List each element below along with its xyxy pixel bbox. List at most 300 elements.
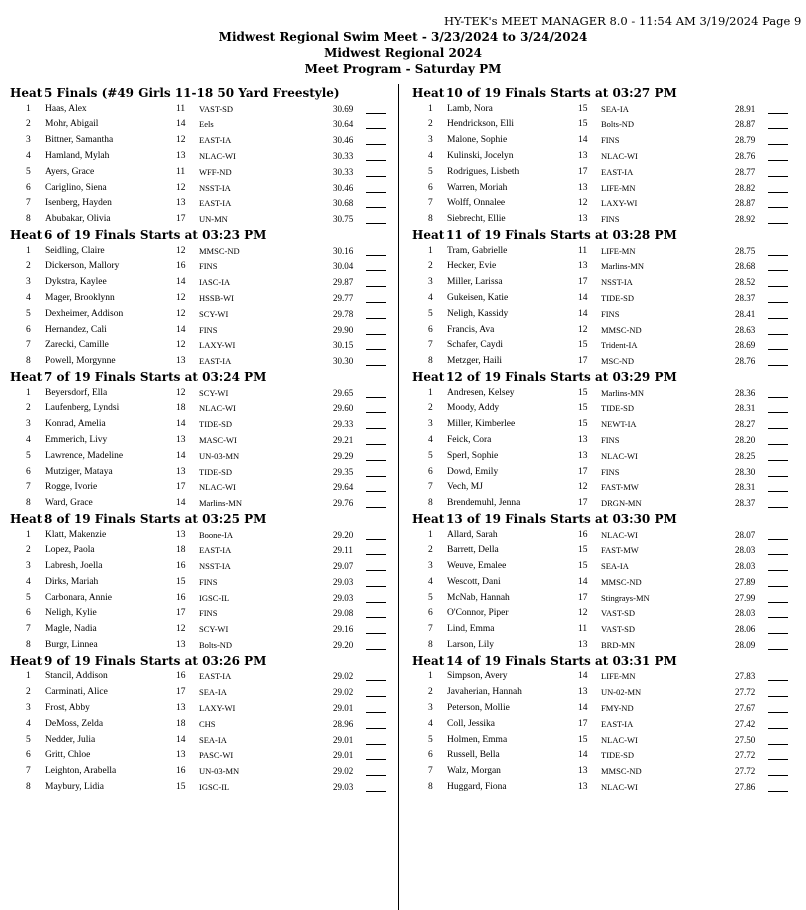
entry-team: NLAC-WI bbox=[199, 150, 236, 161]
entry-age: 13 bbox=[578, 782, 588, 793]
entry-name: Warren, Moriah bbox=[447, 182, 508, 193]
entry-age: 13 bbox=[578, 450, 588, 461]
right-column bbox=[412, 86, 797, 796]
entry-row bbox=[10, 181, 395, 197]
entry-row bbox=[10, 133, 395, 149]
entry-time: 28.92 bbox=[735, 214, 756, 225]
entry-row bbox=[10, 764, 395, 780]
entry-age: 13 bbox=[578, 640, 588, 651]
entry-age: 14 bbox=[176, 498, 186, 509]
entry-age: 16 bbox=[176, 671, 186, 682]
result-blank-line bbox=[768, 334, 788, 335]
entry-team: MMSC-ND bbox=[199, 245, 240, 256]
entry-team: BRD-MN bbox=[601, 640, 636, 651]
entry-team: FINS bbox=[601, 466, 620, 477]
entry-age: 12 bbox=[176, 387, 186, 398]
entry-name: Wescott, Dani bbox=[447, 576, 501, 587]
meet-name: Midwest Regional 2024 bbox=[324, 46, 482, 60]
entry-team: EAST-IA bbox=[601, 166, 634, 177]
entry-age: 13 bbox=[578, 214, 588, 225]
entry-team: NSST-IA bbox=[601, 277, 633, 288]
result-blank-line bbox=[366, 460, 386, 461]
entry-time: 28.03 bbox=[735, 545, 756, 556]
entry-age: 16 bbox=[176, 766, 186, 777]
entry-time: 27.42 bbox=[735, 718, 756, 729]
entry-lane: 2 bbox=[26, 261, 31, 272]
entry-lane: 6 bbox=[26, 466, 31, 477]
entry-team: NLAC-WI bbox=[199, 403, 236, 414]
result-blank-line bbox=[366, 113, 386, 114]
heat-label: Heat bbox=[412, 86, 445, 100]
entry-team: IGSC-IL bbox=[199, 592, 230, 603]
entry-name: Holmen, Emma bbox=[447, 734, 508, 745]
entry-row bbox=[10, 780, 395, 796]
entry-age: 13 bbox=[176, 529, 186, 540]
result-blank-line bbox=[768, 144, 788, 145]
entry-name: Tram, Gabrielle bbox=[447, 245, 508, 256]
entry-time: 27.83 bbox=[735, 671, 756, 682]
entry-name: Dykstra, Kaylee bbox=[45, 277, 107, 288]
entry-lane: 4 bbox=[428, 718, 433, 729]
entry-team: Bolts-ND bbox=[601, 119, 635, 130]
entry-age: 15 bbox=[578, 545, 588, 556]
entry-lane: 6 bbox=[428, 466, 433, 477]
result-blank-line bbox=[768, 397, 788, 398]
heat-label: Heat bbox=[10, 369, 43, 384]
entry-team: NSST-IA bbox=[199, 561, 231, 572]
entry-row bbox=[10, 465, 395, 481]
result-blank-line bbox=[768, 633, 788, 634]
result-blank-line bbox=[768, 649, 788, 650]
entry-age: 13 bbox=[176, 466, 186, 477]
entry-lane: 5 bbox=[428, 308, 433, 319]
entry-time: 29.03 bbox=[333, 576, 354, 587]
result-blank-line bbox=[366, 586, 386, 587]
result-blank-line bbox=[366, 128, 386, 129]
entry-name: Walz, Morgan bbox=[447, 766, 501, 777]
entry-row bbox=[10, 528, 395, 544]
entry-name: Kulinski, Jocelyn bbox=[447, 150, 514, 161]
entry-row bbox=[412, 244, 797, 260]
entry-team: LAXY-WI bbox=[199, 703, 236, 714]
result-blank-line bbox=[768, 460, 788, 461]
entry-name: Russell, Bella bbox=[447, 750, 500, 761]
entry-name: Mohr, Abigail bbox=[45, 119, 99, 130]
entry-team: VAST-SD bbox=[199, 103, 234, 114]
entry-team: TIDE-SD bbox=[199, 419, 233, 430]
entry-age: 13 bbox=[578, 434, 588, 445]
entry-lane: 3 bbox=[26, 135, 31, 146]
entry-row bbox=[10, 638, 395, 654]
heat-label: Heat bbox=[412, 369, 445, 384]
entry-lane: 3 bbox=[26, 419, 31, 430]
entry-time: 28.63 bbox=[735, 324, 756, 335]
entry-row bbox=[10, 733, 395, 749]
entry-row bbox=[412, 196, 797, 212]
software-stamp: HY-TEK's MEET MANAGER 8.0 - 11:54 AM 3/19/2024 Page 9 bbox=[444, 14, 802, 28]
result-blank-line bbox=[366, 428, 386, 429]
entry-time: 27.86 bbox=[735, 782, 756, 793]
entry-team: TIDE-SD bbox=[601, 292, 635, 303]
entry-row bbox=[412, 417, 797, 433]
entry-lane: 3 bbox=[428, 135, 433, 146]
entry-time: 30.16 bbox=[333, 245, 354, 256]
entry-age: 13 bbox=[176, 640, 186, 651]
entry-team: TIDE-SD bbox=[199, 466, 233, 477]
heat-title bbox=[412, 654, 797, 670]
entry-lane: 6 bbox=[428, 324, 433, 335]
entry-team: SEA-IA bbox=[199, 734, 227, 745]
entry-age: 17 bbox=[578, 718, 588, 729]
entry-time: 30.68 bbox=[333, 198, 354, 209]
entry-team: NLAC-WI bbox=[601, 450, 638, 461]
entry-name: Beyersdorf, Ella bbox=[45, 387, 108, 398]
entry-name: Malone, Sophie bbox=[447, 135, 508, 146]
result-blank-line bbox=[366, 302, 386, 303]
result-blank-line bbox=[366, 791, 386, 792]
entry-age: 15 bbox=[176, 782, 186, 793]
result-blank-line bbox=[768, 255, 788, 256]
entry-lane: 2 bbox=[26, 119, 31, 130]
entry-name: Allard, Sarah bbox=[447, 529, 498, 540]
entry-lane: 7 bbox=[26, 340, 31, 351]
entry-age: 18 bbox=[176, 403, 186, 414]
entry-lane: 8 bbox=[26, 214, 31, 225]
entry-name: Laufenberg, Lyndsi bbox=[45, 403, 120, 414]
entry-time: 28.06 bbox=[735, 624, 756, 635]
entry-age: 15 bbox=[578, 103, 588, 114]
entry-age: 14 bbox=[578, 671, 588, 682]
entry-name: Maybury, Lidia bbox=[45, 782, 105, 793]
entry-team: FAST-MW bbox=[601, 545, 639, 556]
entry-row bbox=[10, 149, 395, 165]
entry-row bbox=[10, 685, 395, 701]
entry-lane: 5 bbox=[26, 592, 31, 603]
entry-row bbox=[10, 669, 395, 685]
entry-time: 29.11 bbox=[333, 545, 353, 556]
entry-name: Haas, Alex bbox=[45, 103, 87, 114]
entry-name: Ward, Grace bbox=[45, 498, 93, 509]
entry-team: Stingrays-MN bbox=[601, 592, 650, 603]
entry-time: 29.02 bbox=[333, 687, 354, 698]
entry-time: 28.25 bbox=[735, 450, 756, 461]
entry-age: 15 bbox=[578, 119, 588, 130]
entry-time: 28.96 bbox=[333, 718, 354, 729]
heat-block bbox=[10, 228, 395, 370]
entry-age: 14 bbox=[578, 750, 588, 761]
entry-age: 13 bbox=[176, 750, 186, 761]
entry-age: 13 bbox=[176, 150, 186, 161]
result-blank-line bbox=[768, 176, 788, 177]
entry-name: Leighton, Arabella bbox=[45, 766, 117, 777]
entry-time: 29.08 bbox=[333, 608, 354, 619]
entry-name: Brendemuhl, Jenna bbox=[447, 498, 521, 509]
heat-description: 11 of 19 Finals Starts at 03:28 PM bbox=[446, 227, 677, 242]
entry-row bbox=[10, 338, 395, 354]
entry-lane: 1 bbox=[26, 529, 31, 540]
entry-time: 29.76 bbox=[333, 498, 354, 509]
entry-lane: 8 bbox=[428, 498, 433, 509]
entry-name: Dexheimer, Addison bbox=[45, 308, 124, 319]
entry-team: PASC-WI bbox=[199, 750, 234, 761]
entry-lane: 7 bbox=[428, 482, 433, 493]
result-blank-line bbox=[366, 349, 386, 350]
result-blank-line bbox=[366, 554, 386, 555]
entry-name: Dowd, Emily bbox=[447, 466, 499, 477]
entry-age: 14 bbox=[176, 324, 186, 335]
entry-time: 29.35 bbox=[333, 466, 354, 477]
entry-row bbox=[10, 291, 395, 307]
entry-age: 12 bbox=[176, 245, 186, 256]
entry-row bbox=[412, 748, 797, 764]
entry-lane: 6 bbox=[26, 750, 31, 761]
entry-time: 28.79 bbox=[735, 135, 756, 146]
entry-name: Miller, Larissa bbox=[447, 277, 503, 288]
entry-lane: 2 bbox=[428, 403, 433, 414]
result-blank-line bbox=[768, 113, 788, 114]
entry-age: 12 bbox=[578, 482, 588, 493]
entry-lane: 4 bbox=[26, 292, 31, 303]
entry-time: 30.75 bbox=[333, 214, 354, 225]
entry-name: Ayers, Grace bbox=[45, 166, 95, 177]
heat-block bbox=[412, 228, 797, 370]
entry-age: 12 bbox=[176, 182, 186, 193]
entry-name: Emmerich, Livy bbox=[45, 434, 108, 445]
entry-row bbox=[412, 354, 797, 370]
entry-lane: 1 bbox=[26, 103, 31, 114]
result-blank-line bbox=[366, 744, 386, 745]
entry-name: Klatt, Makenzie bbox=[45, 529, 107, 540]
heat-label: Heat bbox=[10, 653, 43, 668]
result-blank-line bbox=[366, 476, 386, 477]
entry-team: EAST-IA bbox=[199, 671, 232, 682]
entry-lane: 7 bbox=[428, 340, 433, 351]
entry-name: Mutziger, Mataya bbox=[45, 466, 113, 477]
entry-name: Lind, Emma bbox=[447, 624, 495, 635]
entry-team: TIDE-SD bbox=[601, 750, 635, 761]
entry-age: 11 bbox=[578, 245, 588, 256]
result-blank-line bbox=[366, 365, 386, 366]
result-blank-line bbox=[768, 223, 788, 224]
result-blank-line bbox=[768, 365, 788, 366]
result-blank-line bbox=[768, 744, 788, 745]
entry-time: 29.33 bbox=[333, 419, 354, 430]
entry-lane: 7 bbox=[26, 482, 31, 493]
entry-age: 14 bbox=[578, 576, 588, 587]
entry-time: 30.46 bbox=[333, 135, 354, 146]
entry-lane: 3 bbox=[26, 561, 31, 572]
entry-team: EAST-IA bbox=[199, 356, 232, 367]
entry-age: 13 bbox=[578, 261, 588, 272]
entry-age: 17 bbox=[578, 356, 588, 367]
result-blank-line bbox=[768, 507, 788, 508]
entry-time: 27.72 bbox=[735, 766, 756, 777]
result-blank-line bbox=[366, 539, 386, 540]
entry-name: Feick, Cora bbox=[447, 434, 492, 445]
entry-lane: 5 bbox=[26, 734, 31, 745]
entry-name: Konrad, Amelia bbox=[45, 419, 106, 430]
entry-team: SEA-IA bbox=[601, 103, 629, 114]
result-blank-line bbox=[768, 759, 788, 760]
result-blank-line bbox=[768, 680, 788, 681]
entry-lane: 8 bbox=[428, 640, 433, 651]
entry-age: 11 bbox=[176, 166, 186, 177]
entry-age: 13 bbox=[176, 356, 186, 367]
entry-age: 15 bbox=[578, 387, 588, 398]
entry-lane: 4 bbox=[428, 150, 433, 161]
entry-age: 17 bbox=[578, 592, 588, 603]
heat-label: Heat bbox=[10, 227, 43, 242]
entry-team: EAST-IA bbox=[199, 545, 232, 556]
entry-age: 14 bbox=[578, 703, 588, 714]
entry-lane: 2 bbox=[26, 545, 31, 556]
entry-age: 16 bbox=[176, 561, 186, 572]
result-blank-line bbox=[366, 286, 386, 287]
entry-time: 28.31 bbox=[735, 403, 756, 414]
entry-lane: 1 bbox=[26, 245, 31, 256]
entry-lane: 5 bbox=[428, 166, 433, 177]
entry-time: 28.87 bbox=[735, 119, 756, 130]
result-blank-line bbox=[366, 728, 386, 729]
entry-team: Marlins-MN bbox=[199, 498, 242, 509]
entry-name: Powell, Morgynne bbox=[45, 356, 116, 367]
entry-team: SEA-IA bbox=[199, 687, 227, 698]
entry-lane: 7 bbox=[428, 624, 433, 635]
entry-team: SCY-WI bbox=[199, 308, 229, 319]
entry-time: 30.69 bbox=[333, 103, 354, 114]
result-blank-line bbox=[768, 476, 788, 477]
entry-row bbox=[10, 701, 395, 717]
entry-name: Nedder, Julia bbox=[45, 734, 96, 745]
entry-name: Carminati, Alice bbox=[45, 687, 108, 698]
entry-time: 29.20 bbox=[333, 640, 354, 651]
entry-name: DeMoss, Zelda bbox=[45, 718, 104, 729]
entry-team: TIDE-SD bbox=[601, 403, 635, 414]
entry-time: 29.16 bbox=[333, 624, 354, 635]
entry-lane: 2 bbox=[428, 687, 433, 698]
heat-description: 13 of 19 Finals Starts at 03:30 PM bbox=[446, 511, 677, 526]
entry-team: FINS bbox=[601, 308, 620, 319]
entry-time: 29.01 bbox=[333, 734, 354, 745]
entry-time: 29.78 bbox=[333, 308, 354, 319]
entry-name: Frost, Abby bbox=[45, 703, 90, 714]
entry-lane: 7 bbox=[26, 766, 31, 777]
entry-lane: 1 bbox=[26, 671, 31, 682]
entry-time: 28.77 bbox=[735, 166, 756, 177]
result-blank-line bbox=[768, 586, 788, 587]
entry-name: Javaherian, Hannah bbox=[447, 687, 522, 698]
entry-team: VAST-SD bbox=[601, 624, 636, 635]
entry-age: 15 bbox=[578, 561, 588, 572]
heat-description: 6 of 19 Finals Starts at 03:23 PM bbox=[44, 227, 267, 242]
entry-name: Isenberg, Hayden bbox=[45, 198, 112, 209]
entry-row bbox=[10, 323, 395, 339]
entry-team: SCY-WI bbox=[199, 387, 229, 398]
entry-age: 12 bbox=[578, 608, 588, 619]
entry-time: 28.68 bbox=[735, 261, 756, 272]
result-blank-line bbox=[366, 334, 386, 335]
entry-age: 17 bbox=[176, 482, 186, 493]
result-blank-line bbox=[366, 775, 386, 776]
entry-time: 28.31 bbox=[735, 482, 756, 493]
entry-name: Rogge, Ivorie bbox=[45, 482, 98, 493]
entry-age: 14 bbox=[176, 419, 186, 430]
entry-row bbox=[10, 165, 395, 181]
entry-lane: 8 bbox=[428, 356, 433, 367]
entry-name: Coll, Jessika bbox=[447, 718, 496, 729]
entry-lane: 6 bbox=[428, 750, 433, 761]
entry-time: 29.77 bbox=[333, 292, 354, 303]
entry-row bbox=[412, 669, 797, 685]
entry-lane: 3 bbox=[26, 277, 31, 288]
entry-team: LIFE-MN bbox=[601, 245, 636, 256]
entry-row bbox=[10, 117, 395, 133]
entry-lane: 7 bbox=[428, 198, 433, 209]
entry-name: Miller, Kimberlee bbox=[447, 419, 516, 430]
entry-row bbox=[412, 307, 797, 323]
entry-time: 29.21 bbox=[333, 434, 354, 445]
entry-lane: 2 bbox=[428, 545, 433, 556]
entry-row bbox=[412, 386, 797, 402]
entry-age: 14 bbox=[176, 450, 186, 461]
entry-row bbox=[10, 717, 395, 733]
entry-time: 28.03 bbox=[735, 561, 756, 572]
heat-title bbox=[10, 228, 395, 244]
entry-team: LAXY-WI bbox=[601, 198, 638, 209]
entry-team: MASC-WI bbox=[199, 434, 237, 445]
entry-lane: 5 bbox=[428, 592, 433, 603]
result-blank-line bbox=[366, 633, 386, 634]
entry-name: Magle, Nadia bbox=[45, 624, 97, 635]
entry-row bbox=[10, 480, 395, 496]
program-title: Meet Program - Saturday PM bbox=[304, 62, 502, 76]
entry-lane: 3 bbox=[428, 561, 433, 572]
entry-team: DRGN-MN bbox=[601, 498, 642, 509]
entry-time: 28.69 bbox=[735, 340, 756, 351]
entry-age: 12 bbox=[578, 198, 588, 209]
result-blank-line bbox=[366, 570, 386, 571]
entry-lane: 8 bbox=[26, 640, 31, 651]
result-blank-line bbox=[768, 412, 788, 413]
entry-team: WFF-ND bbox=[199, 166, 232, 177]
entry-lane: 5 bbox=[26, 450, 31, 461]
heat-block bbox=[412, 512, 797, 654]
entry-name: Huggard, Fiona bbox=[447, 782, 507, 793]
entry-lane: 5 bbox=[428, 734, 433, 745]
entry-name: Burgr, Linnea bbox=[45, 640, 98, 651]
entry-team: FINS bbox=[199, 261, 218, 272]
result-blank-line bbox=[768, 349, 788, 350]
heat-block bbox=[10, 370, 395, 512]
entry-team: NLAC-WI bbox=[601, 150, 638, 161]
entry-name: O'Connor, Piper bbox=[447, 608, 509, 619]
entry-name: Metzger, Haili bbox=[447, 356, 503, 367]
result-blank-line bbox=[366, 160, 386, 161]
heat-block bbox=[10, 654, 395, 796]
entry-name: Barrett, Della bbox=[447, 545, 499, 556]
entry-lane: 5 bbox=[26, 166, 31, 177]
entry-team: SCY-WI bbox=[199, 624, 229, 635]
entry-team: MMSC-ND bbox=[601, 576, 642, 587]
entry-lane: 4 bbox=[428, 576, 433, 587]
entry-time: 30.30 bbox=[333, 356, 354, 367]
entry-time: 27.67 bbox=[735, 703, 756, 714]
entry-row bbox=[412, 259, 797, 275]
entry-name: Bittner, Samantha bbox=[45, 135, 114, 146]
entry-time: 28.07 bbox=[735, 529, 756, 540]
entry-name: Stancil, Addison bbox=[45, 671, 108, 682]
entry-time: 28.52 bbox=[735, 277, 756, 288]
